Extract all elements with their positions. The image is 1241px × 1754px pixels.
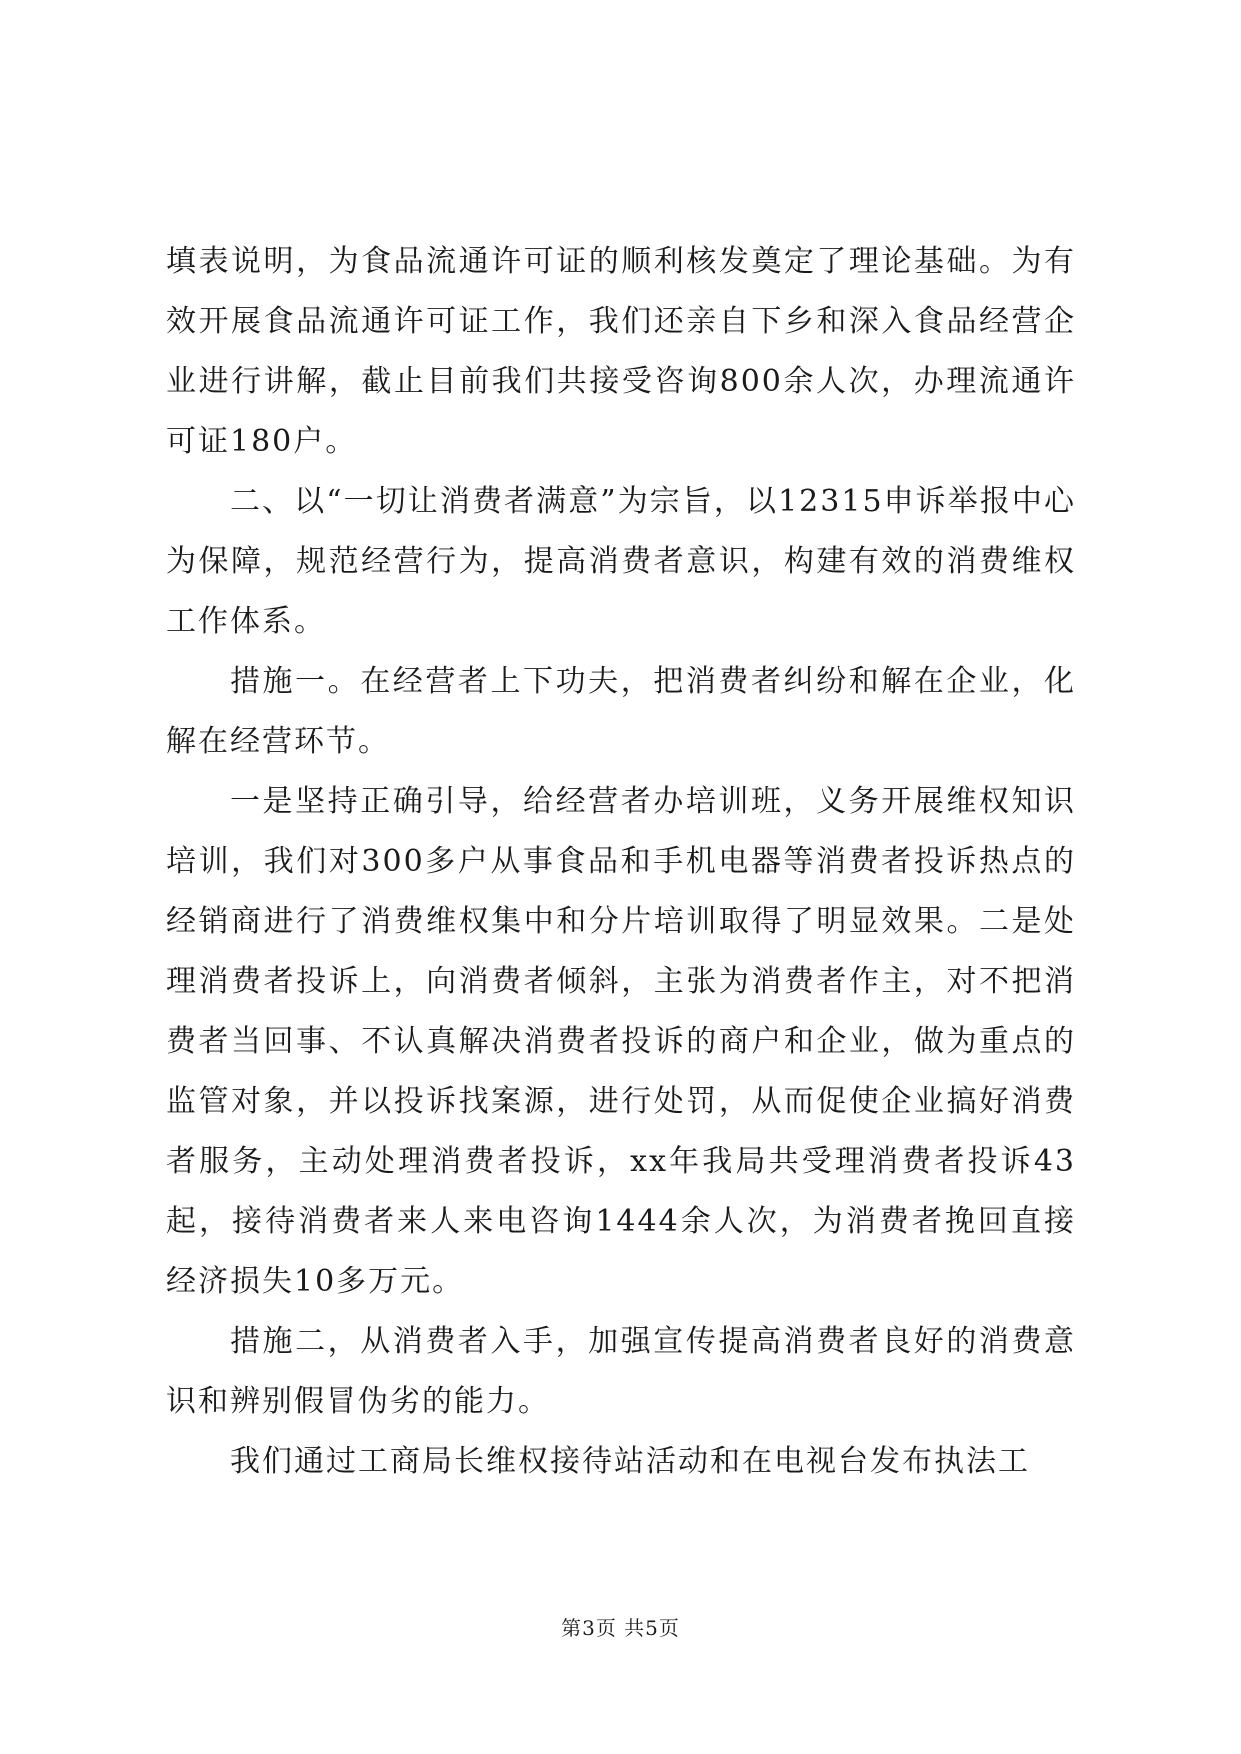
paragraph-measure-one-detail: 一是坚持正确引导，给经营者办培训班，义务开展维权知识培训，我们对300多户从事食品和手机电器等消费者投诉热点的经销商进行了消费维权集中和分片培训取得了明显效果。二是处理消费者投诉上，向消费者倾斜，主张为消费者作主，对不把消费者当回事、不认真解决消费者投诉的商户和企业，做为重点的监管对象，并以投诉找案源，进行处罚，从而促使企业搞好消费者服务，主动处理消费者投诉，xx年我局共受理消费者投诉43起，接待消费者来人来电咨询1444余人次，为消费者挽回直接经济损失10多万元。: [166, 784, 1076, 1299]
paragraph-measure-two: 措施二，从消费者入手，加强宣传提高消费者良好的消费意识和辨别假冒伪劣的能力。: [166, 1324, 1076, 1419]
paragraph-measure-two-detail: 我们通过工商局长维权接待站活动和在电视台发布执法工: [230, 1444, 1030, 1479]
page-number-footer: 第3页 共5页: [561, 1616, 680, 1640]
document-body: [166, 232, 1076, 1492]
paragraph-measure-one: 措施一。在经营者上下功夫，把消费者纠纷和解在企业，化解在经营环节。: [166, 664, 1076, 759]
paragraph-section-two-heading: 二、以“一切让消费者满意”为宗旨，以12315申诉举报中心为保障，规范经营行为，提高消费者意识，构建有效的消费维权工作体系。: [166, 484, 1076, 639]
paragraph-continuation: 填表说明，为食品流通许可证的顺利核发奠定了理论基础。为有效开展食品流通许可证工作，我们还亲自下乡和深入食品经营企业进行讲解，截止目前我们共接受咨询800余人次，办理流通许可证180户。: [166, 244, 1076, 459]
